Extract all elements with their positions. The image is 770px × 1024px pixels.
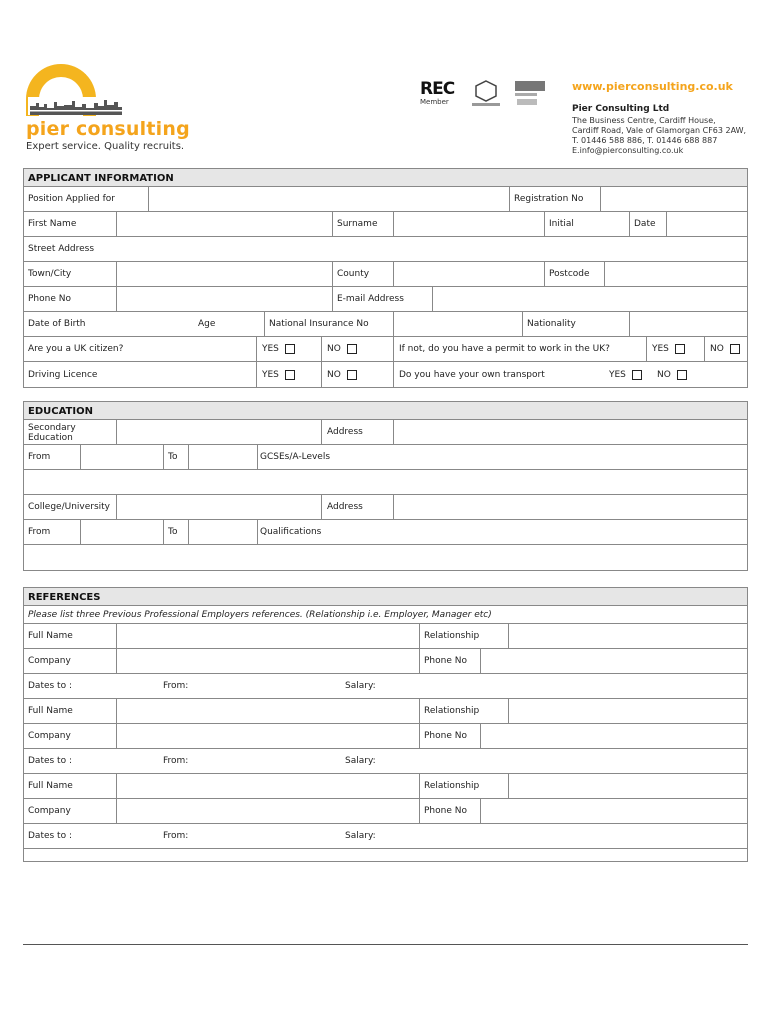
label-date: Date	[634, 219, 656, 229]
row-uk-citizen	[24, 337, 747, 362]
accreditation-badge-icon	[468, 79, 504, 109]
label-from: From:	[163, 831, 189, 841]
ref3-full-name-field[interactable]	[117, 774, 419, 798]
county-field[interactable]	[394, 262, 544, 286]
ref3-row-company	[24, 799, 747, 824]
label-full-name: Full Name	[28, 631, 73, 641]
secondary-from-field[interactable]	[81, 445, 163, 469]
label-secondary-education	[28, 420, 76, 444]
label-work-permit: If not, do you have a permit to work in the UK?	[399, 344, 610, 354]
ref3-company-field[interactable]	[117, 799, 419, 823]
ref2-full-name-field[interactable]	[117, 699, 419, 723]
ref1-company-field[interactable]	[117, 649, 419, 673]
transport-yes-checkbox[interactable]	[632, 370, 642, 380]
transport-no-checkbox[interactable]	[677, 370, 687, 380]
uk-citizen-no-checkbox[interactable]	[347, 344, 357, 354]
label-salary: Salary:	[345, 831, 376, 841]
position-field[interactable]	[149, 187, 509, 211]
row-college	[24, 495, 747, 520]
certification-badge-icon	[512, 79, 548, 109]
town-field[interactable]	[117, 262, 332, 286]
rec-member-logo	[420, 80, 458, 106]
label-registration: Registration No	[514, 194, 584, 204]
label-phone: Phone No	[28, 294, 71, 304]
ref2-relationship-field[interactable]	[509, 699, 748, 723]
permit-yes-option[interactable]	[652, 337, 685, 361]
ref3-row-dates[interactable]	[24, 824, 747, 849]
company-name: Pier Consulting Ltd	[572, 104, 670, 114]
label-qualifications: Qualifications	[260, 527, 322, 537]
college-to-field[interactable]	[189, 520, 257, 544]
label-address: Address	[327, 427, 363, 437]
nationality-field[interactable]	[630, 312, 748, 336]
ref3-relationship-field[interactable]	[509, 774, 748, 798]
ref1-relationship-field[interactable]	[509, 624, 748, 648]
label-line: Education	[28, 433, 73, 443]
label-college: College/University	[28, 502, 111, 512]
licence-no-checkbox[interactable]	[347, 370, 357, 380]
label-line: Secondary	[28, 423, 76, 433]
no-label: NO	[710, 344, 724, 354]
website-link[interactable]: www.pierconsulting.co.uk	[572, 80, 733, 93]
label-email: E-mail Address	[337, 294, 404, 304]
no-label: NO	[657, 369, 671, 380]
college-address-field[interactable]	[394, 495, 748, 519]
label-town: Town/City	[28, 269, 72, 279]
address-line: E.info@pierconsulting.co.uk	[572, 146, 684, 155]
label-position: Position Applied for	[28, 194, 115, 204]
email-field[interactable]	[433, 287, 748, 311]
no-label: NO	[327, 369, 341, 380]
row-secondary-dates	[24, 445, 747, 470]
permit-no-checkbox[interactable]	[730, 344, 740, 354]
address-line: Cardiff Road, Vale of Glamorgan CF63 2AW,	[572, 126, 747, 135]
label-own-transport: Do you have your own transport	[399, 369, 545, 380]
ref1-full-name-field[interactable]	[117, 624, 419, 648]
yes-label: YES	[652, 344, 669, 354]
secondary-school-field[interactable]	[117, 420, 321, 444]
phone-field[interactable]	[117, 287, 332, 311]
date-field[interactable]	[667, 212, 748, 236]
label-relationship: Relationship	[424, 706, 480, 716]
ni-field[interactable]	[394, 312, 522, 336]
address-line: The Business Centre, Cardiff House,	[572, 116, 716, 125]
row-references-note	[24, 606, 747, 624]
first-name-field[interactable]	[117, 212, 332, 236]
label-nationality: Nationality	[527, 319, 576, 329]
label-uk-citizen: Are you a UK citizen?	[28, 344, 124, 354]
surname-field[interactable]	[394, 212, 544, 236]
transport-yes-option[interactable]	[609, 362, 642, 387]
label-age: Age	[198, 319, 216, 329]
label-salary: Salary:	[345, 681, 376, 691]
label-from: From	[28, 527, 51, 537]
company-address	[572, 116, 746, 156]
row-position	[24, 187, 747, 212]
label-relationship: Relationship	[424, 631, 480, 641]
uk-citizen-yes-option[interactable]	[262, 337, 295, 361]
label-surname: Surname	[337, 219, 378, 229]
secondary-to-field[interactable]	[189, 445, 257, 469]
ref3-row-spacer	[24, 849, 747, 861]
label-to: To	[168, 452, 178, 462]
footer-divider	[23, 944, 748, 945]
logo-wordmark: pier consulting	[26, 118, 190, 140]
references-section	[23, 587, 748, 862]
ref1-row-company	[24, 649, 747, 674]
licence-no-option[interactable]	[327, 362, 357, 387]
rec-member-label: Member	[420, 98, 449, 106]
label-national-insurance: National Insurance No	[269, 319, 369, 329]
licence-yes-checkbox[interactable]	[285, 370, 295, 380]
transport-no-option[interactable]	[657, 362, 687, 387]
applicant-information-section	[23, 168, 748, 388]
ref1-phone-field[interactable]	[481, 649, 748, 673]
label-address: Address	[327, 502, 363, 512]
label-to: To	[168, 527, 178, 537]
label-gcses: GCSEs/A-Levels	[260, 452, 331, 462]
label-from: From:	[163, 756, 189, 766]
references-instructions: Please list three Previous Professional Employers references. (Relationship i.e. Employer, Manager etc)	[28, 609, 492, 620]
ref2-row-name	[24, 699, 747, 724]
label-county: County	[337, 269, 370, 279]
row-name	[24, 212, 747, 237]
city-skyline-icon	[28, 97, 124, 115]
label-first-name: First Name	[28, 219, 77, 229]
ref2-company-field[interactable]	[117, 724, 419, 748]
row-phone	[24, 287, 747, 312]
gcse-details-field[interactable]	[24, 470, 747, 495]
rec-logo-mark: REC	[420, 79, 455, 99]
ref2-row-company	[24, 724, 747, 749]
label-dates-to: Dates to :	[28, 831, 72, 841]
ref1-row-name	[24, 624, 747, 649]
label-driving-licence: Driving Licence	[28, 369, 98, 380]
education-section	[23, 401, 748, 571]
address-line: T. 01446 588 886, T. 01446 688 887	[572, 136, 718, 145]
yes-label: YES	[609, 369, 626, 380]
postcode-field[interactable]	[605, 262, 748, 286]
row-driving-licence	[24, 362, 747, 387]
label-date-of-birth: Date of Birth	[28, 319, 86, 329]
label-phone: Phone No	[424, 806, 467, 816]
label-street-address: Street Address	[28, 244, 95, 254]
qualifications-details-field[interactable]	[24, 545, 747, 570]
uk-citizen-yes-checkbox[interactable]	[285, 344, 295, 354]
permit-yes-checkbox[interactable]	[675, 344, 685, 354]
label-company: Company	[28, 656, 71, 666]
label-full-name: Full Name	[28, 706, 73, 716]
row-town	[24, 262, 747, 287]
label-from: From:	[163, 681, 189, 691]
college-field[interactable]	[117, 495, 321, 519]
label-salary: Salary:	[345, 756, 376, 766]
section-title: EDUCATION	[24, 402, 747, 420]
permit-no-option[interactable]	[710, 337, 740, 361]
logo-tagline: Expert service. Quality recruits.	[26, 141, 185, 152]
row-secondary	[24, 420, 747, 445]
label-initial: Initial	[549, 219, 574, 229]
registration-field[interactable]	[601, 187, 748, 211]
row-street	[24, 237, 747, 262]
row-dob	[24, 312, 747, 337]
ref2-row-dates[interactable]	[24, 749, 747, 774]
label-phone: Phone No	[424, 731, 467, 741]
label-company: Company	[28, 806, 71, 816]
uk-citizen-no-option[interactable]	[327, 337, 357, 361]
college-from-field[interactable]	[81, 520, 163, 544]
label-dates-to: Dates to :	[28, 681, 72, 691]
label-from: From	[28, 452, 51, 462]
row-college-dates	[24, 520, 747, 545]
ref2-phone-field[interactable]	[481, 724, 748, 748]
label-relationship: Relationship	[424, 781, 480, 791]
ref1-row-dates[interactable]	[24, 674, 747, 699]
label-postcode: Postcode	[549, 269, 590, 279]
secondary-address-field[interactable]	[394, 420, 748, 444]
label-full-name: Full Name	[28, 781, 73, 791]
yes-label: YES	[262, 369, 279, 380]
label-company: Company	[28, 731, 71, 741]
section-title: REFERENCES	[24, 588, 747, 606]
no-label: NO	[327, 344, 341, 354]
ref3-row-name	[24, 774, 747, 799]
label-dates-to: Dates to :	[28, 756, 72, 766]
label-phone: Phone No	[424, 656, 467, 666]
section-title: APPLICANT INFORMATION	[24, 169, 747, 187]
ref3-phone-field[interactable]	[481, 799, 748, 823]
licence-yes-option[interactable]	[262, 362, 295, 387]
yes-label: YES	[262, 344, 279, 354]
